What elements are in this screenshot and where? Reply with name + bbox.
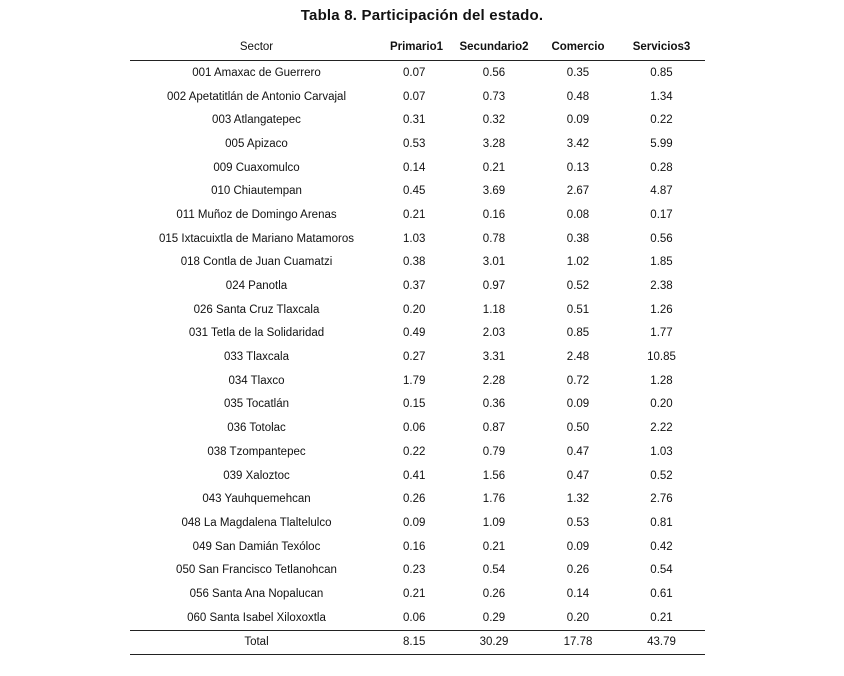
table-row [130,227,705,251]
cell-secundario: 1.76 [482,493,506,506]
cell-secundario: 0.78 [482,232,506,245]
total-label: Total [130,630,383,655]
total-primario: 8.15 [383,630,450,655]
table-row [130,440,705,464]
cell-sector: 018 Contla de Juan Cuamatzi [180,256,333,269]
cell-comercio: 0.52 [566,280,590,293]
cell-sector: 001 Amaxac de Guerrero [192,66,321,79]
cell-primario: 0.14 [403,161,426,174]
cell-secundario: 0.36 [482,398,506,411]
cell-primario: 0.23 [403,564,426,577]
cell-primario: 0.06 [403,422,426,435]
cell-sector: 036 Totolac [227,422,286,435]
total-comercio: 17.78 [538,630,618,655]
header-sector: Sector [130,34,383,61]
table-row [130,416,705,440]
cell-comercio: 0.72 [566,374,590,387]
cell-secundario: 0.54 [482,564,506,577]
cell-servicios: 0.81 [650,516,673,529]
table-row [130,606,705,630]
cell-servicios: 0.54 [650,564,673,577]
cell-sector: 038 Tzompantepec [207,445,306,458]
cell-secundario: 2.28 [482,374,506,387]
cell-sector: 015 Ixtacuixtla de Mariano Matamoros [159,232,354,245]
cell-primario: 0.15 [403,398,426,411]
table-body [130,61,705,655]
cell-primario: 0.20 [403,303,426,316]
cell-sector: 048 La Magdalena Tlaltelulco [181,516,332,529]
cell-comercio: 0.47 [566,445,590,458]
table-row [130,251,705,275]
table-title: Tabla 8. Participación del estado. [300,7,544,24]
cell-sector: 003 Atlangatepec [212,114,301,127]
cell-servicios: 5.99 [650,137,673,150]
cell-primario: 0.26 [403,493,426,506]
cell-primario: 0.16 [403,540,426,553]
cell-servicios: 2.38 [650,280,673,293]
table-row [130,393,705,417]
total-row [130,630,705,655]
cell-comercio: 0.51 [566,303,590,316]
cell-servicios: 0.21 [650,611,673,624]
header-primario: Primario1 [383,34,450,61]
cell-primario: 0.53 [403,137,426,150]
cell-comercio: 0.14 [566,587,590,600]
cell-secundario: 1.18 [482,303,506,316]
cell-secundario: 0.79 [482,445,506,458]
cell-servicios: 0.20 [650,398,673,411]
table-row [130,511,705,535]
cell-primario: 0.06 [403,611,426,624]
cell-servicios: 0.28 [650,161,673,174]
header-servicios: Servicios3 [618,34,705,61]
cell-secundario: 2.03 [482,327,506,340]
cell-comercio: 0.50 [566,422,590,435]
cell-servicios: 1.26 [650,303,673,316]
cell-servicios: 0.56 [650,232,673,245]
cell-sector: 056 Santa Ana Nopalucan [189,587,324,600]
cell-sector: 011 Muñoz de Domingo Arenas [176,208,337,221]
cell-sector: 033 Tlaxcala [224,351,289,364]
cell-secundario: 0.29 [482,611,506,624]
cell-secundario: 1.09 [482,516,506,529]
cell-secundario: 1.56 [482,469,506,482]
cell-primario: 0.31 [403,114,426,127]
total-secundario: 30.29 [450,630,538,655]
table-row [130,322,705,346]
cell-primario: 0.37 [403,280,426,293]
cell-sector: 034 Tlaxco [228,374,285,387]
cell-servicios: 4.87 [650,185,673,198]
cell-servicios: 1.85 [650,256,673,269]
cell-servicios: 0.61 [650,587,673,600]
cell-comercio: 0.53 [566,516,590,529]
cell-primario: 0.49 [403,327,426,340]
cell-comercio: 2.67 [566,185,590,198]
cell-secundario: 0.16 [482,208,506,221]
table-row [130,156,705,180]
cell-secundario: 3.28 [482,137,506,150]
cell-sector: 049 San Damián Texóloc [192,540,321,553]
cell-secundario: 0.56 [482,66,506,79]
cell-primario: 0.07 [403,90,426,103]
cell-primario: 0.22 [403,445,426,458]
table-row [130,487,705,511]
cell-secundario: 0.21 [482,161,506,174]
cell-comercio: 0.38 [566,232,590,245]
header-comercio: Comercio [538,34,618,61]
table-header-row [130,34,705,61]
cell-secundario: 0.73 [482,90,506,103]
cell-comercio: 0.26 [566,564,590,577]
cell-sector: 002 Apetatitlán de Antonio Carvajal [166,90,347,103]
cell-sector: 043 Yauhquemehcan [202,493,311,506]
cell-secundario: 3.69 [482,185,506,198]
table-row [130,535,705,559]
cell-servicios: 0.42 [650,540,673,553]
cell-primario: 0.21 [403,587,426,600]
cell-comercio: 0.08 [566,208,590,221]
cell-sector: 039 Xaloztoc [223,469,290,482]
table-row [130,298,705,322]
cell-primario: 0.38 [403,256,426,269]
cell-comercio: 0.09 [566,540,590,553]
cell-comercio: 0.20 [566,611,590,624]
table-row [130,345,705,369]
cell-comercio: 0.35 [566,66,590,79]
cell-sector: 026 Santa Cruz Tlaxcala [193,303,320,316]
cell-comercio: 0.09 [566,398,590,411]
cell-sector: 035 Tocatlán [223,398,289,411]
table-row [130,274,705,298]
cell-servicios: 1.77 [650,327,673,340]
cell-servicios: 0.52 [650,469,673,482]
table-row [130,464,705,488]
cell-servicios: 1.34 [650,90,673,103]
cell-secundario: 0.21 [482,540,506,553]
cell-comercio: 0.13 [566,161,590,174]
cell-secundario: 0.97 [482,280,506,293]
cell-servicios: 0.22 [650,114,673,127]
cell-comercio: 0.85 [566,327,590,340]
total-servicios: 43.79 [618,630,705,655]
cell-secundario: 0.26 [482,587,506,600]
cell-comercio: 1.32 [566,493,590,506]
cell-secundario: 3.31 [482,351,506,364]
cell-sector: 010 Chiautempan [211,185,302,198]
cell-sector: 009 Cuaxomulco [213,161,300,174]
cell-comercio: 2.48 [566,351,590,364]
cell-sector: 005 Apizaco [225,137,288,150]
cell-servicios: 10.85 [647,351,676,364]
cell-primario: 0.45 [403,185,426,198]
table-row [130,132,705,156]
cell-secundario: 0.32 [482,114,506,127]
table-row [130,61,705,85]
cell-secundario: 0.87 [482,422,506,435]
table-row [130,369,705,393]
cell-primario: 1.03 [403,232,426,245]
table-row [130,558,705,582]
cell-comercio: 3.42 [566,137,590,150]
table-row [130,582,705,606]
cell-primario: 0.07 [403,66,426,79]
cell-comercio: 1.02 [566,256,590,269]
table-row [130,179,705,203]
cell-sector: 024 Panotla [225,280,288,293]
cell-comercio: 0.47 [566,469,590,482]
cell-comercio: 0.48 [566,90,590,103]
cell-primario: 0.21 [403,208,426,221]
cell-servicios: 1.03 [650,445,673,458]
cell-servicios: 2.22 [650,422,673,435]
cell-sector: 060 Santa Isabel Xiloxoxtla [187,611,326,624]
header-secundario: Secundario2 [450,34,538,61]
cell-comercio: 0.09 [566,114,590,127]
cell-sector: 050 San Francisco Tetlanohcan [176,564,337,577]
cell-primario: 0.09 [403,516,426,529]
cell-primario: 0.41 [403,469,426,482]
table-row [130,85,705,109]
cell-servicios: 2.76 [650,493,673,506]
table-row [130,108,705,132]
cell-secundario: 3.01 [482,256,506,269]
cell-servicios: 1.28 [650,374,673,387]
cell-servicios: 0.85 [650,66,673,79]
cell-primario: 0.27 [403,351,426,364]
cell-primario: 1.79 [403,374,426,387]
participation-table [130,34,705,655]
cell-sector: 031 Tetla de la Solidaridad [188,327,325,340]
cell-servicios: 0.17 [650,208,673,221]
table-row [130,203,705,227]
